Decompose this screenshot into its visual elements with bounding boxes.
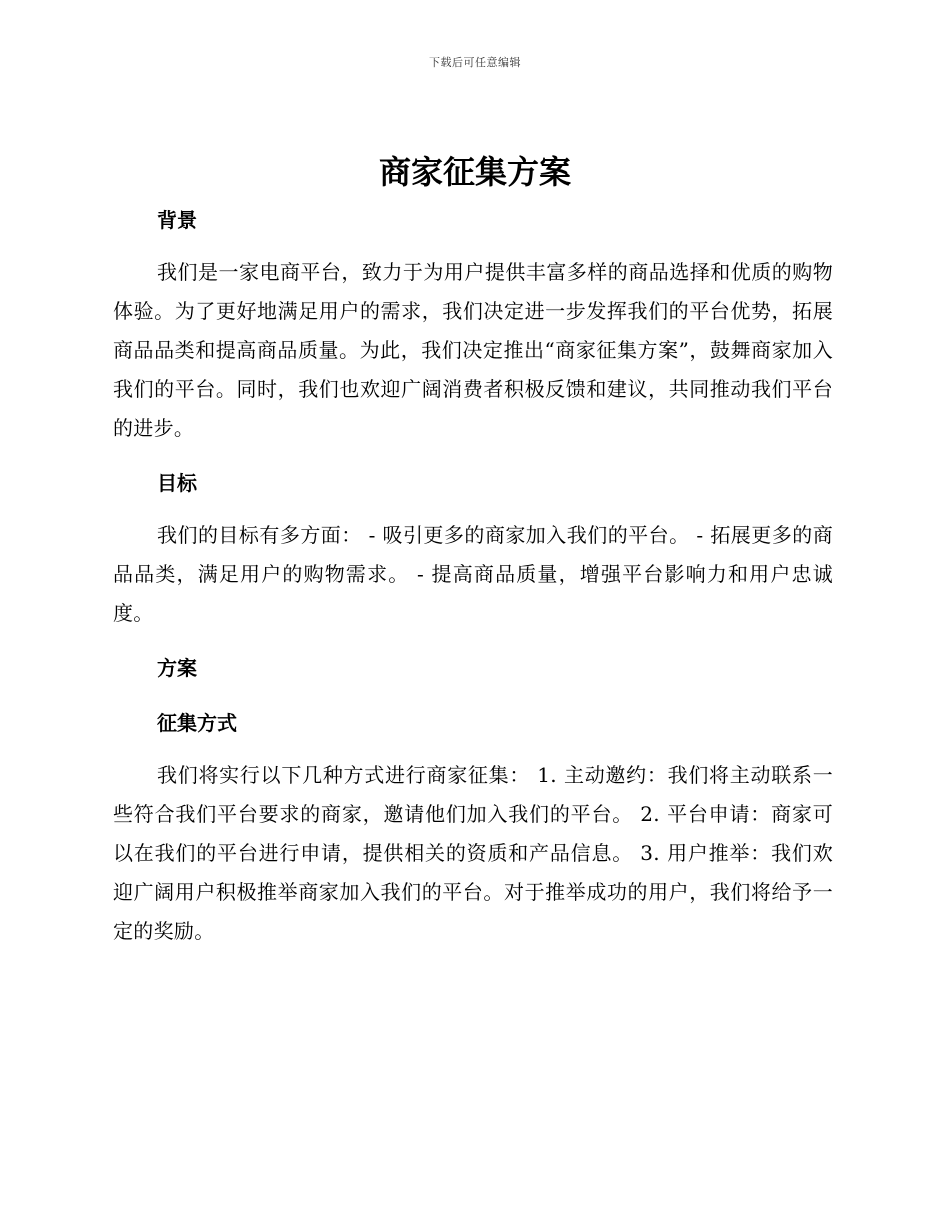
section-heading-plan: 方案 [157,656,197,680]
plan-paragraph: 我们将实行以下几种方式进行商家征集： 1. 主动邀约：我们将主动联系一些符合我们平台要求的商家，邀请他们加入我们的平台。 2. 平台申请：商家可以在我们的平台进行申请，提供相关的资质和产品信息。 3. 用户推举：我们欢迎广阔用户积极推举商家加入我们的平台。对于推举成功的用户，我们将给予一定的奖励。 [113,763,833,943]
background-paragraph: 我们是一家电商平台，致力于为用户提供丰富多样的商品选择和优质的购物体验。为了更好地满足用户的需求，我们决定进一步发挥我们的平台优势，拓展商品品类和提高商品质量。为此，我们决定推出“商家征集方案”，鼓舞商家加入我们的平台。同时，我们也欢迎广阔消费者积极反馈和建议，共同推动我们平台的进步。 [113,260,833,440]
section-heading-background: 背景 [157,208,197,232]
document-title: 商家征集方案 [378,153,571,191]
header-note: 下载后可任意编辑 [429,56,521,69]
document-body [113,200,833,951]
section-heading-goals: 目标 [157,471,197,495]
goals-paragraph: 我们的目标有多方面： - 吸引更多的商家加入我们的平台。 - 拓展更多的商品品类，满足用户的购物需求。 - 提高商品质量，增强平台影响力和用户忠诚度。 [113,523,833,625]
subheading-collection-method: 征集方式 [157,711,237,735]
